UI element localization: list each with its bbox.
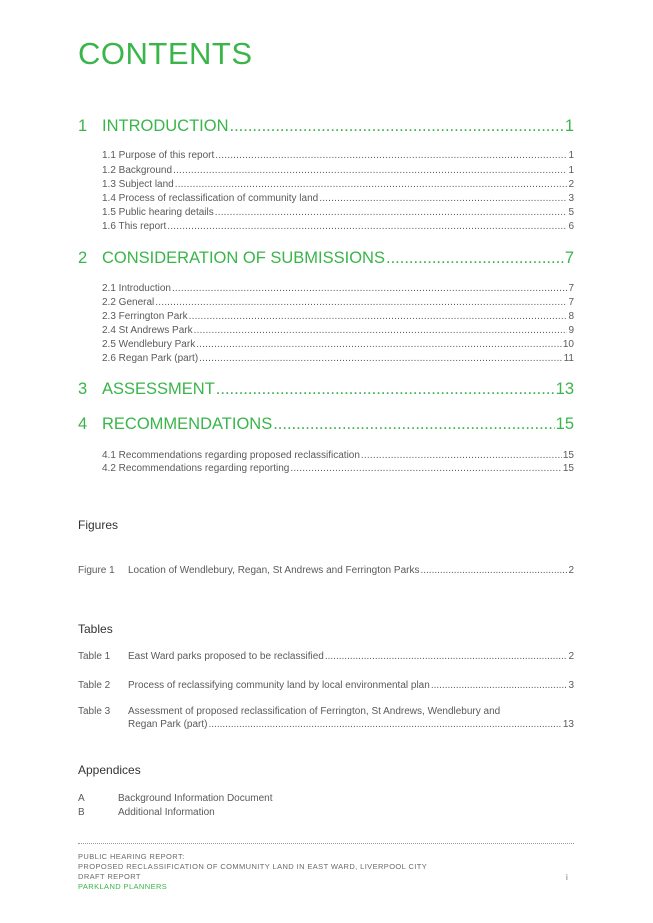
toc-item-1-5[interactable] (102, 207, 574, 220)
section-title: INTRODUCTION (102, 117, 229, 135)
toc-item-2-2[interactable] (102, 297, 574, 310)
item-title: 2.4 St Andrews Park (102, 325, 193, 336)
page-number: 8 (568, 311, 574, 322)
appendix-item-a[interactable] (78, 793, 273, 804)
page-number: 7 (568, 283, 574, 294)
page-footer (78, 852, 574, 892)
dot-leader (167, 221, 567, 232)
section-title: RECOMMENDATIONS (102, 415, 273, 433)
dot-leader (420, 565, 567, 576)
toc-item-4-1[interactable] (102, 450, 574, 463)
appendix-item-b[interactable] (78, 807, 215, 818)
toc-item-2-4[interactable] (102, 325, 574, 338)
table-title-line2: Regan Park (part) (128, 719, 208, 730)
toc-item-1-1[interactable] (102, 150, 574, 163)
appendix-title: Background Information Document (118, 793, 273, 804)
footer-line-1: PUBLIC HEARING REPORT: (78, 852, 185, 861)
dot-leader (386, 249, 564, 268)
dot-leader (172, 283, 568, 294)
section-title: ASSESSMENT (102, 380, 215, 398)
figure-ref: Figure 1 (78, 565, 115, 576)
appendix-title: Additional Information (118, 807, 215, 818)
page-number: 1 (564, 117, 574, 135)
footer-line-4: PARKLAND PLANNERS (78, 882, 168, 891)
item-title: 1.3 Subject land (102, 179, 174, 190)
dot-leader (196, 339, 562, 350)
page-number: 2 (568, 565, 574, 576)
page-number: 3 (568, 193, 574, 204)
dot-leader (319, 193, 567, 204)
appendix-ref: B (78, 807, 85, 818)
dot-leader (199, 353, 562, 364)
item-title: 4.1 Recommendations regarding proposed reclassification (102, 450, 360, 461)
page-number: 2 (568, 651, 574, 662)
table-item-2[interactable] (78, 680, 574, 691)
page-number: 2 (568, 179, 574, 190)
page-number: 13 (562, 719, 574, 730)
page-number: 6 (568, 221, 574, 232)
dot-leader (230, 117, 564, 136)
item-title: 2.6 Regan Park (part) (102, 353, 199, 364)
table-ref: Table 3 (78, 706, 111, 717)
page-number: 7 (568, 297, 574, 308)
dot-leader (215, 207, 568, 218)
toc-section-2[interactable] (78, 249, 574, 271)
toc-item-2-5[interactable] (102, 339, 574, 352)
section-number: 1 (78, 117, 88, 135)
table-ref: Table 1 (78, 651, 111, 662)
item-title: 2.3 Ferrington Park (102, 311, 188, 322)
section-number: 2 (78, 249, 88, 267)
item-title: 1.5 Public hearing details (102, 207, 214, 218)
dot-leader (325, 651, 568, 662)
table-ref: Table 2 (78, 680, 111, 691)
dot-leader (155, 297, 567, 308)
toc-item-2-1[interactable] (102, 283, 574, 296)
table-title-line1: Assessment of proposed reclassification of Ferrington, St Andrews, Wendlebury and (128, 706, 501, 717)
page-number: 15 (562, 463, 574, 474)
toc-section-4[interactable] (78, 415, 574, 437)
dot-leader (189, 311, 568, 322)
item-title: 2.5 Wendlebury Park (102, 339, 196, 350)
dot-leader (175, 179, 568, 190)
figure-item-1[interactable] (78, 565, 574, 576)
section-number: 3 (78, 380, 88, 398)
tables-heading: Tables (78, 622, 113, 636)
toc-item-1-4[interactable] (102, 193, 574, 206)
page-title: CONTENTS (78, 36, 253, 71)
table-item-1[interactable] (78, 651, 574, 662)
dot-leader (173, 165, 567, 176)
page-number: 7 (564, 249, 574, 267)
dot-leader (216, 380, 555, 399)
figure-title: Location of Wendlebury, Regan, St Andrews and Ferrington Parks (128, 565, 420, 576)
item-title: 1.2 Background (102, 165, 173, 176)
toc-section-3[interactable] (78, 380, 574, 402)
page-number: 10 (562, 339, 574, 350)
item-title: 2.2 General (102, 297, 155, 308)
toc-section-1[interactable] (78, 117, 574, 139)
toc-item-1-2[interactable] (102, 165, 574, 178)
item-title: 2.1 Introduction (102, 283, 171, 294)
item-title: 1.1 Purpose of this report (102, 150, 215, 161)
page-number: 11 (563, 353, 574, 364)
footer-page-number: i (566, 873, 568, 882)
dot-leader (290, 463, 562, 474)
item-title: 1.4 Process of reclassification of community land (102, 193, 319, 204)
footer-divider (78, 843, 574, 844)
table-item-3[interactable] (78, 706, 574, 730)
footer-line-3: DRAFT REPORT (78, 872, 141, 881)
page-number: 9 (568, 325, 574, 336)
item-title: 4.2 Recommendations regarding reporting (102, 463, 290, 474)
dot-leader (273, 415, 554, 434)
page-number: 3 (568, 680, 574, 691)
footer-line-2: PROPOSED RECLASSIFICATION OF COMMUNITY LAND IN EAST WARD, LIVERPOOL CITY (78, 862, 428, 871)
toc-item-4-2[interactable] (102, 463, 574, 476)
toc-item-1-3[interactable] (102, 179, 574, 192)
page-number: 1 (568, 165, 574, 176)
appendix-ref: A (78, 793, 85, 804)
figures-heading: Figures (78, 518, 119, 532)
table-title: Process of reclassifying community land by local environmental plan (128, 680, 430, 691)
appendices-heading: Appendices (78, 763, 141, 777)
dot-leader (215, 150, 567, 161)
dot-leader (194, 325, 568, 336)
dot-leader (361, 450, 562, 461)
toc-item-1-6[interactable] (102, 221, 574, 234)
dot-leader (208, 719, 561, 730)
section-title: CONSIDERATION OF SUBMISSIONS (102, 249, 385, 267)
toc-item-2-6[interactable] (102, 353, 574, 366)
dot-leader (431, 680, 568, 691)
toc-item-2-3[interactable] (102, 311, 574, 324)
page-number: 5 (568, 207, 574, 218)
page-number: 15 (555, 415, 574, 433)
section-number: 4 (78, 415, 88, 433)
page-number: 1 (568, 150, 574, 161)
page-number: 15 (562, 450, 574, 461)
page-number: 13 (555, 380, 574, 398)
table-title: East Ward parks proposed to be reclassified (128, 651, 324, 662)
item-title: 1.6 This report (102, 221, 167, 232)
